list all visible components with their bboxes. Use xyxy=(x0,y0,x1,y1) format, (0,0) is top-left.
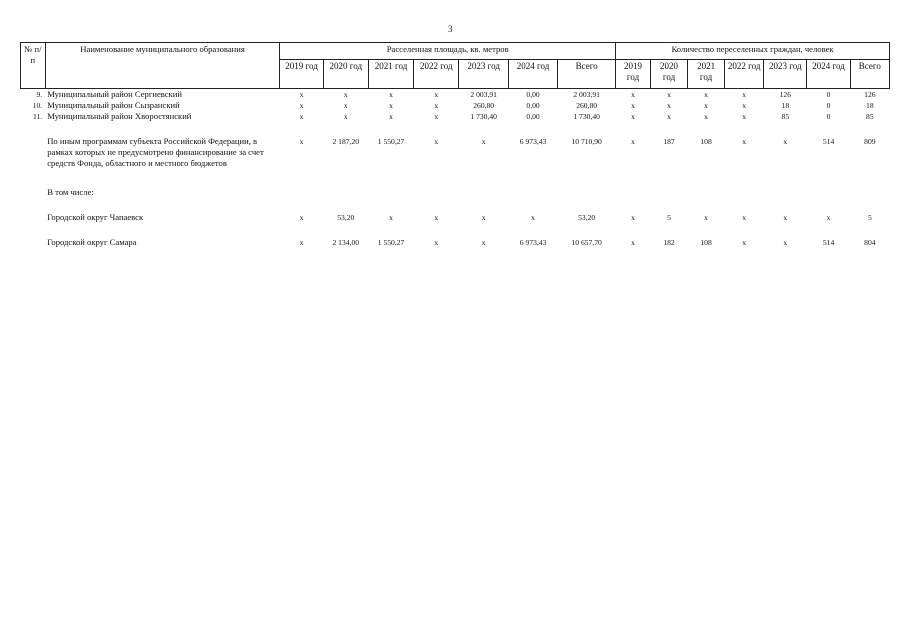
area-col-header: 2023 год xyxy=(459,60,508,89)
header-people-group: Количество переселенных граждан, человек xyxy=(616,43,890,60)
table-row: 9. Муниципальный район Сергиевский x x x x 2 003,91 0,00 2 003,91 x x x x 126 0 126 xyxy=(36,89,876,99)
people-col-header: Всего xyxy=(850,60,889,89)
people-col-header: 2022 год xyxy=(725,60,764,89)
including-row xyxy=(21,187,890,198)
header-area-group: Расселенная площадь, кв. метров xyxy=(280,43,616,60)
people-col-header: 2024 год xyxy=(807,60,850,89)
people-col-header: 2021 год xyxy=(688,60,725,89)
area-col-header: Всего xyxy=(558,60,616,89)
other-programs-label: По иным программам субъекта Российской Федерации, в рамках которых не предусмотрено финансирование за счет средств Фонда, областного и местного бюджетов xyxy=(47,136,264,168)
area-col-header: 2020 год xyxy=(323,60,368,89)
people-col-header: 2019 год xyxy=(616,60,651,89)
page-number: 3 xyxy=(448,24,453,34)
table-row: 10. Муниципальный район Сызранский x x x x 260,80 0,00 260,80 x x x x 18 0 18 xyxy=(32,100,874,110)
other-programs-row: По иным программам субъекта Российской Федерации, в рамках которых не предусмотрено финансирование за счет средств Фонда, областного и местного бюджетов x 2 187,20 1 550,27 x x 6 973,43 10 710,90 x 187 108 x x 514 809 xyxy=(47,136,876,168)
header-name: Наименование муниципального образования xyxy=(45,43,280,89)
table-row: 11. Муниципальный район Хворостянский x x x x 1 730,40 0,00 1 730,40 x x x x 85 0 85 xyxy=(32,111,874,121)
area-col-header: 2022 год xyxy=(414,60,459,89)
header-num: № п/п xyxy=(21,43,46,89)
area-col-header: 2024 год xyxy=(508,60,557,89)
people-col-header: 2023 год xyxy=(764,60,807,89)
table-row: Городской округ Чапаевск x 53,20 x x x x 53,20 x 5 x x x x 5 xyxy=(47,212,872,222)
people-col-header: 2020 год xyxy=(651,60,688,89)
including-label: В том числе: xyxy=(47,187,94,197)
area-col-header: 2019 год xyxy=(280,60,323,89)
table-row: Городской округ Самара x 2 134,00 1 550,27 x x 6 973,43 10 657,70 x 182 108 x x 514 804 xyxy=(47,237,876,247)
area-col-header: 2021 год xyxy=(368,60,413,89)
resettlement-table xyxy=(20,42,890,248)
